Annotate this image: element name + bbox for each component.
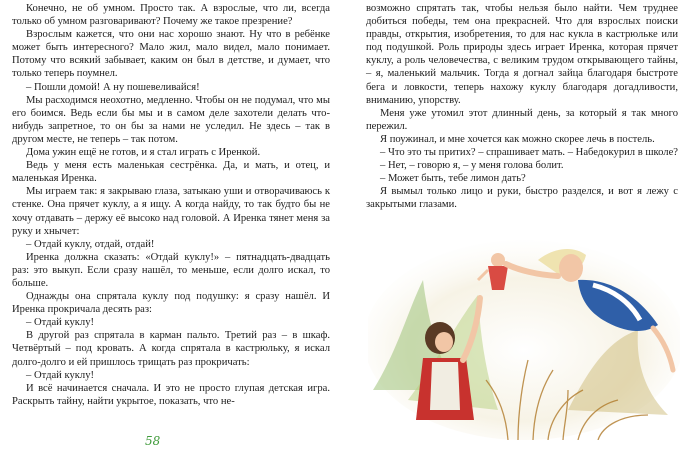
boy-face (559, 254, 583, 282)
paragraph: – Пошли домой! А ну пошевеливайся! (26, 81, 200, 93)
paragraph: Мы расходимся неохотно, медленно. Чтобы он не подумал, что мы его боимся. Ведь если бы мы и в самом деле захотели делать что-нибудь запретное, то он бы за нами не уследил. Не здесь – так в другом месте, не теперь – так потом. (12, 94, 330, 145)
doll-head (491, 253, 505, 267)
paragraph: Дома ужин ещё не готов, и я стал играть с Иренкой. (26, 147, 261, 159)
paragraph: Однажды она спрятала куклу под подушку: я сразу нашёл. И Иренка прокричала десять раз: (12, 291, 330, 316)
left-text-column (12, 2, 330, 408)
paragraph: Иренка должна сказать: «Отдай куклу!» – пятнадцать-двадцать раз: это выкуп. Если сразу нашёл, то меньше, если долго искал, то больше. (12, 251, 330, 289)
paragraph: Я поужинал, и мне хочется как можно скорее лечь в постель. (380, 133, 655, 145)
paragraph: Конечно, не об умном. Просто так. А взрослые, что ли, всегда только об умном разговаривают? Почему же такое презрение? (12, 3, 330, 28)
page-number: 58 (145, 434, 161, 448)
paragraph: Мы играем так: я закрываю глаза, затыкаю уши и отворачиваюсь к стенке. Она прячет куклу, а я ищу. А когда найду, то так будто бы не хочу отдавать – держу её высоко над головой. А Иренка тянет меня за руку и хнычет: (12, 186, 330, 237)
paragraph: Меня уже утомил этот длинный день, за который я так много пережил. (366, 107, 678, 132)
paragraph: И всё начинается сначала. И это не просто глупая детская игра. Раскрыть тайну, найти укрытое, показать, что не- (12, 382, 330, 407)
paragraph: – Отдай куклу! (26, 369, 95, 381)
paragraph: – Нет, – говорю я, – у меня голова болит. (380, 160, 564, 172)
paragraph: В другой раз спрятала в карман пальто. Третий раз – в шкаф. Четвёртый – под кровать. А когда спрятала в кастрюльку, я искал долго-долго и ей пришлось трищать раз прокричать: (12, 330, 330, 368)
paragraph: – Отдай куклу, отдай, отдай! (26, 238, 155, 250)
paragraph: Я вымыл только лицо и руки, быстро разделся, и вот я лежу с закрытыми глазами. (366, 186, 678, 211)
paragraph: – Может быть, тебе лимон дать? (380, 173, 526, 185)
paragraph: – Отдай куклу! (26, 317, 95, 329)
paragraph: – Что это ты притих? – спрашивает мать. – Набедокурил в школе? (380, 147, 678, 159)
paragraph: Взрослым кажется, что они нас хорошо знают. Ну что в ребёнке может быть интересного? Мало жил, мало видел, мало понимает. Потому что всякий забывает, каким он был в детстве, и думает, что только теперь поумнел. (12, 29, 330, 80)
girl-apron (430, 362, 460, 410)
paragraph: возможно спрятать так, чтобы нельзя было найти. Чем труднее добиться победы, тем она прекрасней. Что для взрослых поиски правды, открытия, изобретения, то для нас кукла в кастрюльке или под подушкой. Роль природы здесь играет Иренка, которая прячет куклу, а роль человечества, с великим трудом открывающего тайны, – я, маленький мальчик. Тогда я догнал зайца благодаря быстроте бега и ловкости, теперь нахожу куклу благодаря догадливости, вниманию, упорству. (366, 3, 678, 106)
right-text-column (366, 2, 678, 212)
children-playing-illustration (368, 240, 680, 440)
paragraph: Ведь у меня есть маленькая сестрёнка. Да, и мать, и отец, и маленькая Иренка. (12, 160, 330, 185)
girl-face (435, 332, 453, 352)
